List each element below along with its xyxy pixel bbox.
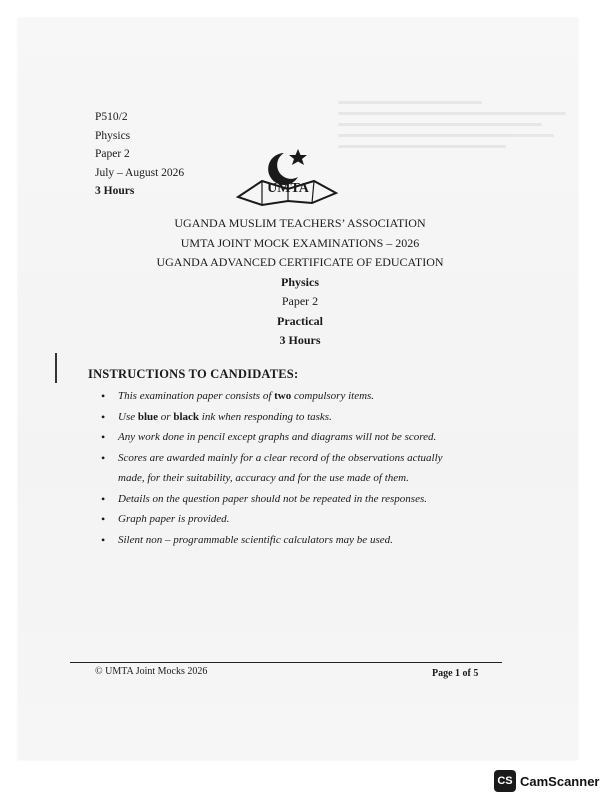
camscanner-icon: CS [494, 770, 516, 792]
instruction-item: • This examination paper consists of two compulsory items. [88, 386, 443, 407]
association-name: UGANDA MUSLIM TEACHERS’ ASSOCIATION [174, 216, 426, 230]
instruction-item-continuation: made, for their suitability, accuracy and for the use made of them. [118, 472, 409, 484]
certificate-name: UGANDA ADVANCED CERTIFICATE OF EDUCATION [156, 255, 444, 269]
instruction-item: • Graph paper is provided. [88, 509, 443, 530]
instructions-list [88, 386, 443, 550]
title-duration: 3 Hours [279, 333, 321, 347]
title-type: Practical [277, 314, 323, 328]
instruction-item: • Any work done in pencil except graphs and diagrams will not be scored. [88, 427, 443, 448]
exam-name: UMTA JOINT MOCK EXAMINATIONS – 2026 [180, 236, 420, 250]
logo-text: UMTA [267, 181, 309, 196]
title-paper: Paper 2 [281, 294, 319, 308]
camscanner-watermark [494, 770, 599, 792]
paper-code: P510/2 [95, 111, 128, 123]
paper-session: July – August 2026 [95, 166, 185, 179]
instructions-heading: INSTRUCTIONS TO CANDIDATES: [88, 367, 299, 381]
paper-subject: Physics [95, 129, 131, 142]
title-subject: Physics [280, 275, 319, 289]
footer-copyright: © UMTA Joint Mocks 2026 [95, 666, 208, 677]
footer-rule [70, 662, 502, 663]
star-crescent-book-icon [232, 145, 340, 207]
paper-meta [95, 108, 184, 201]
instruction-item: • Scores are awarded mainly for a clear record of the observations actually [88, 448, 443, 469]
footer-page-number: Page 1 of 5 [432, 668, 479, 679]
margin-pen-mark [55, 353, 57, 383]
camscanner-label: CamScanner [520, 773, 600, 789]
instruction-item: • Details on the question paper should not be repeated in the responses. [88, 489, 443, 510]
instruction-item: • Use blue or black ink when responding to tasks. [88, 407, 443, 428]
paper-duration: 3 Hours [95, 185, 135, 198]
bleed-through-text [338, 93, 578, 183]
instruction-item: • Silent non – programmable scientific calculators may be used. [88, 530, 443, 551]
paper-number: Paper 2 [95, 148, 130, 161]
